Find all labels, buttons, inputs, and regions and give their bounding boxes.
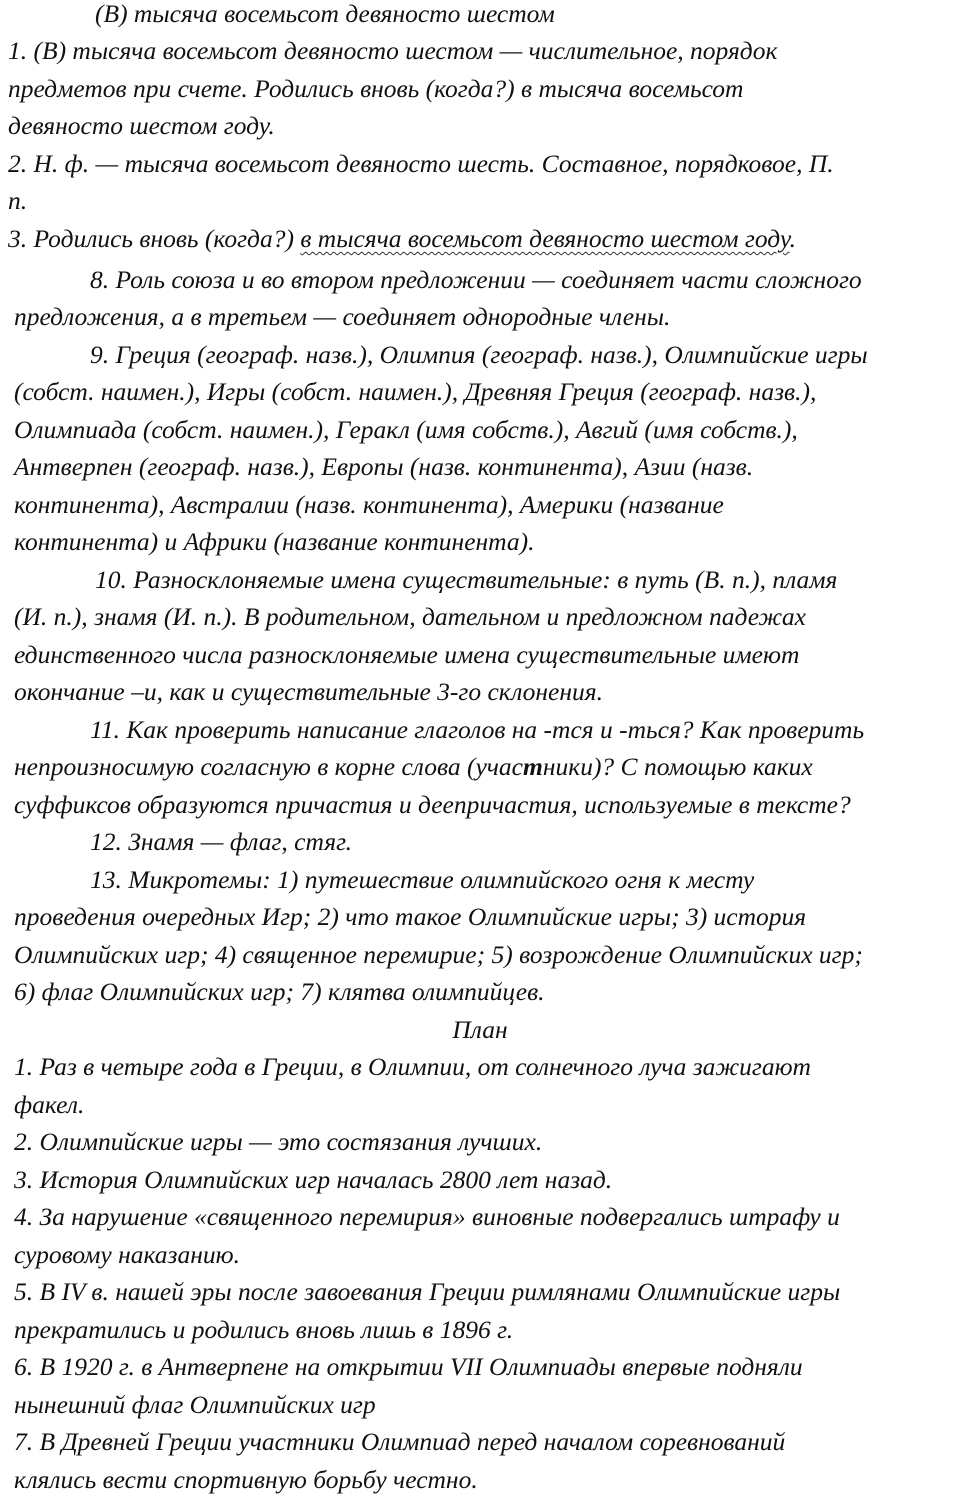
plan-item7-line2: клялись вести спортивную борьбу честно. — [14, 1465, 478, 1494]
plan-item1-line2: факел. — [14, 1090, 85, 1119]
item3-underlined-phrase: в тысяча восемьсот девяносто шестом году — [300, 224, 790, 253]
para11-line3: суффиксов образуются причастия и деепричастия, используемые в тексте? — [14, 790, 851, 819]
para13-line1: 13. Микротемы: 1) путешествие олимпийского огня к месту — [90, 865, 755, 894]
heading-line: (В) тысяча восемьсот девяносто шестом — [95, 0, 555, 28]
para10-line4: окончание –и, как и существительные 3-го склонения. — [14, 677, 604, 706]
para12-line: 12. Знамя — флаг, стяг. — [90, 827, 353, 856]
plan-item3: 3. История Олимпийских игр началась 2800 лет назад. — [14, 1165, 613, 1194]
item3-prefix: 3. Родились вновь (когда?) — [8, 224, 301, 253]
para13-line3: Олимпийских игр; 4) священное перемирие; 5) возрождение Олимпийских игр; — [14, 940, 863, 969]
para9-line6: континента) и Африки (название континента). — [14, 527, 535, 556]
plan-item7-line1: 7. В Древней Греции участники Олимпиад перед началом соревнований — [14, 1427, 786, 1456]
para8-line2: предложения, а в третьем — соединяет однородные члены. — [14, 302, 671, 331]
para9-line3: Олимпиада (собст. наимен.), Геракл (имя собств.), Авгий (имя собств.), — [14, 415, 798, 444]
para9-line4: Антверпен (географ. назв.), Европы (назв. континента), Азии (назв. — [14, 452, 754, 481]
plan-item6-line1: 6. В 1920 г. в Антверпене на открытии VII Олимпиады впервые подняли — [14, 1352, 803, 1381]
plan-item4-line1: 4. За нарушение «священного перемирия» виновные подвергались штрафу и — [14, 1202, 840, 1231]
para10-line3: единственного числа разносклоняемые имена существительные имеют — [14, 640, 800, 669]
para9-line5: континента), Австралии (назв. континента), Америки (название — [14, 490, 724, 519]
plan-item5-line2: прекратились и родились вновь лишь в 1896 г. — [14, 1315, 514, 1344]
plan-item5-line1: 5. В IV в. нашей эры после завоевания Греции римлянами Олимпийские игры — [14, 1277, 841, 1306]
para10-line2: (И. п.), знамя (И. п.). В родительном, дательном и предложном падежах — [14, 602, 806, 631]
para9-line1: 9. Греция (географ. назв.), Олимпия (географ. назв.), Олимпийские игры — [90, 340, 868, 369]
para10-line1: 10. Разносклоняемые имена существительные: в путь (В. п.), пламя — [95, 565, 838, 594]
para13-line2: проведения очередных Игр; 2) что такое Олимпийские игры; 3) история — [14, 902, 807, 931]
plan-title: План — [452, 1015, 508, 1044]
plan-item2: 2. Олимпийские игры — это состязания лучших. — [14, 1127, 543, 1156]
para13-line4: 6) флаг Олимпийских игр; 7) клятва олимпийцев. — [14, 977, 545, 1006]
plan-item1-line1: 1. Раз в четыре года в Греции, в Олимпии, от солнечного луча зажигают — [14, 1052, 811, 1081]
item1-line3: девяносто шестом году. — [8, 111, 275, 140]
item2-line1: 2. Н. ф. — тысяча восемьсот девяносто шесть. Составное, порядковое, П. — [8, 149, 834, 178]
para8-line1: 8. Роль союза и во втором предложении — соединяет части сложного — [90, 265, 862, 294]
item2-line2: п. — [8, 186, 28, 215]
para11-line1: 11. Как проверить написание глаголов на -тся и -ться? Как проверить — [90, 715, 865, 744]
para11-line2-start: непроизносимую согласную в корне слова (учас — [14, 752, 524, 781]
plan-item6-line2: нынешний флаг Олимпийских игр — [14, 1390, 376, 1419]
item3-line — [8, 220, 796, 257]
para11-line2 — [14, 748, 813, 785]
item1-line2: предметов при счете. Родились вновь (когда?) в тысяча восемьсот — [8, 74, 744, 103]
para11-bold-letter: т — [523, 752, 543, 781]
para11-line2-end: ники)? С помощью каких — [542, 752, 813, 781]
item3-suffix: . — [789, 224, 796, 253]
item1-line1: 1. (В) тысяча восемьсот девяносто шестом — числительное, порядок — [8, 36, 778, 65]
para9-line2: (собст. наимен.), Игры (собст. наимен.), Древняя Греция (географ. назв.), — [14, 377, 817, 406]
plan-item4-line2: суровому наказанию. — [14, 1240, 241, 1269]
